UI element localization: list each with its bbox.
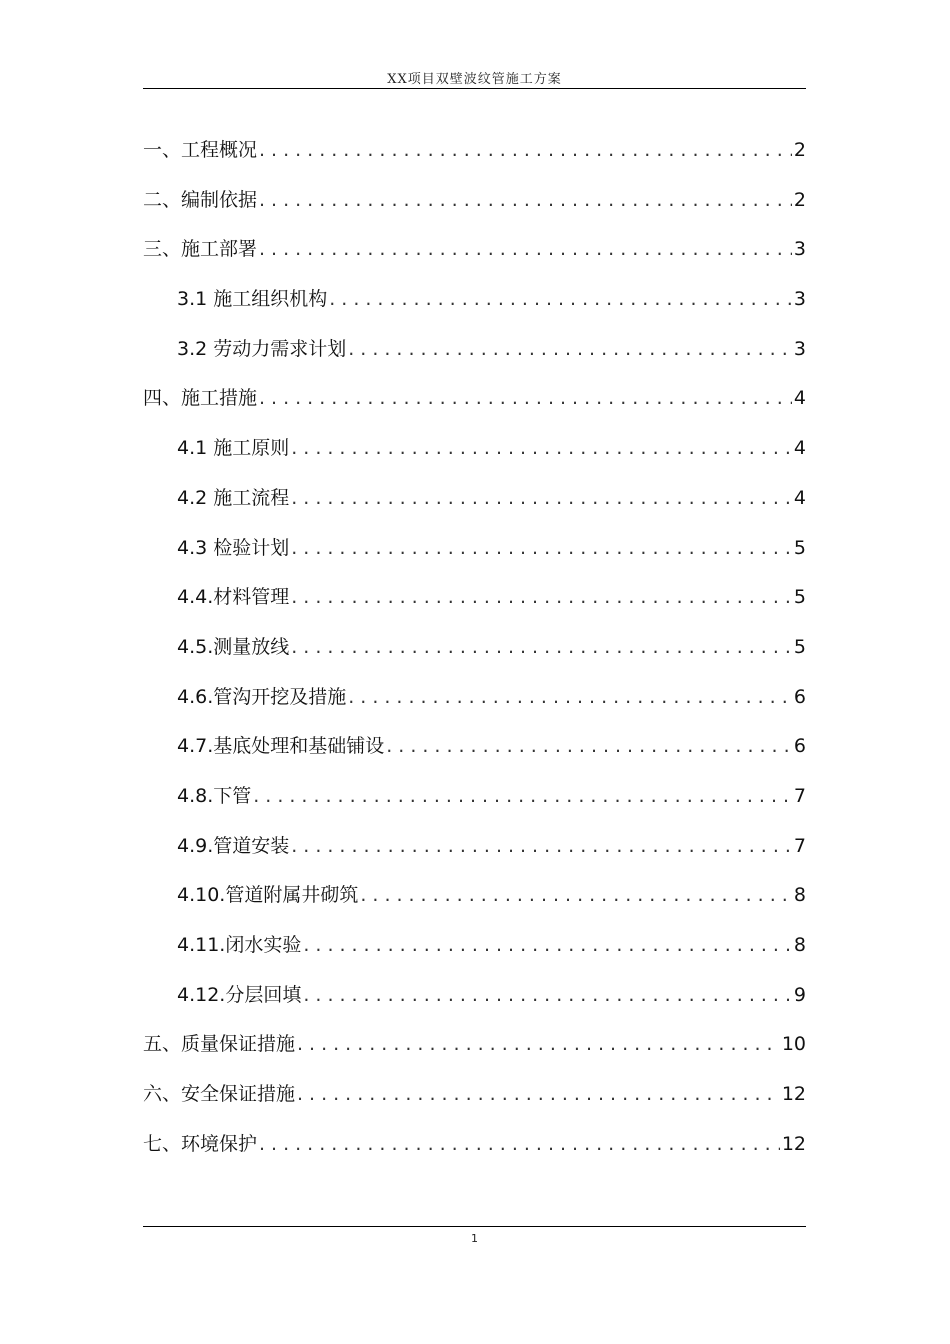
toc-entry-page: 7 xyxy=(793,834,806,857)
toc-entry-title: 4.1 施工原则 xyxy=(177,437,290,460)
toc-dot-leader xyxy=(291,474,792,524)
toc-entry[interactable] xyxy=(143,225,806,275)
toc-entry-title: 4.5.测量放线 xyxy=(177,635,290,658)
toc-dot-leader xyxy=(386,722,792,772)
toc-entry-page: 2 xyxy=(793,139,806,161)
toc-dot-leader xyxy=(253,772,792,822)
toc-entry[interactable] xyxy=(143,374,806,424)
toc-entry[interactable] xyxy=(143,573,806,623)
toc-entry[interactable] xyxy=(143,474,806,524)
toc-entry-page: 5 xyxy=(793,635,806,658)
toc-dot-leader xyxy=(291,524,792,574)
toc-dot-leader xyxy=(348,325,792,375)
toc-entry[interactable] xyxy=(143,1070,806,1120)
toc-entry-title: 4.2 施工流程 xyxy=(177,486,290,509)
toc-dot-leader xyxy=(360,871,792,921)
toc-entry-page: 8 xyxy=(793,934,806,956)
toc-entry[interactable] xyxy=(143,623,806,673)
toc-entry-title: 3.2 劳动力需求计划 xyxy=(177,337,347,360)
toc-dot-leader xyxy=(348,673,792,723)
toc-entry-page: 6 xyxy=(793,735,806,758)
toc-entry[interactable] xyxy=(143,1020,806,1070)
toc-entry-page: 10 xyxy=(781,1033,806,1056)
toc-entry[interactable] xyxy=(143,1120,806,1170)
toc-entry-page: 12 xyxy=(781,1132,806,1155)
toc-entry-title: 4.3 检验计划 xyxy=(177,536,290,559)
toc-dot-leader xyxy=(297,1020,780,1070)
toc-entry-title: 4.12.分层回填 xyxy=(177,983,302,1006)
toc-entry[interactable] xyxy=(143,772,806,822)
toc-dot-leader xyxy=(291,573,792,623)
toc-entry-page: 6 xyxy=(793,685,806,708)
toc-entry-title: 一、工程概况 xyxy=(143,139,258,161)
toc-entry[interactable] xyxy=(143,871,806,921)
toc-dot-leader xyxy=(259,374,792,424)
toc-dot-leader xyxy=(297,1070,780,1120)
toc-entry-title: 3.1 施工组织机构 xyxy=(177,288,328,311)
toc-dot-leader xyxy=(259,1120,780,1170)
toc-entry[interactable] xyxy=(143,325,806,375)
toc-entry-page: 4 xyxy=(793,387,806,410)
toc-dot-leader xyxy=(303,921,792,971)
toc-entry-page: 5 xyxy=(793,586,806,609)
toc-entry-page: 12 xyxy=(781,1083,806,1106)
toc-entry[interactable] xyxy=(143,921,806,971)
table-of-contents xyxy=(143,126,806,1169)
page-number: 1 xyxy=(471,1232,478,1245)
toc-entry-page: 3 xyxy=(793,238,806,261)
toc-entry-title: 4.4.材料管理 xyxy=(177,586,290,609)
toc-entry-title: 三、施工部署 xyxy=(143,238,258,261)
toc-entry-title: 4.11.闭水实验 xyxy=(177,934,302,956)
toc-entry-title: 五、质量保证措施 xyxy=(143,1033,296,1056)
toc-entry[interactable] xyxy=(143,126,806,176)
toc-entry-page: 3 xyxy=(793,337,806,360)
toc-entry[interactable] xyxy=(143,722,806,772)
footer-rule xyxy=(143,1226,806,1227)
toc-dot-leader xyxy=(259,126,792,176)
toc-entry[interactable] xyxy=(143,524,806,574)
running-header: XX项目双壁波纹管施工方案 xyxy=(387,72,562,87)
header-rule xyxy=(143,88,806,89)
toc-entry[interactable] xyxy=(143,275,806,325)
toc-entry-title: 二、编制依据 xyxy=(143,188,258,211)
toc-dot-leader xyxy=(303,971,792,1021)
toc-entry-page: 4 xyxy=(793,486,806,509)
toc-entry[interactable] xyxy=(143,971,806,1021)
toc-dot-leader xyxy=(291,424,792,474)
toc-entry-page: 4 xyxy=(793,437,806,460)
toc-dot-leader xyxy=(291,623,792,673)
toc-entry-title: 4.8.下管 xyxy=(177,784,252,807)
toc-entry[interactable] xyxy=(143,822,806,872)
toc-entry[interactable] xyxy=(143,176,806,226)
toc-entry-title: 七、环境保护 xyxy=(143,1132,258,1155)
toc-entry-page: 5 xyxy=(793,536,806,559)
toc-dot-leader xyxy=(329,275,792,325)
toc-entry[interactable] xyxy=(143,424,806,474)
toc-dot-leader xyxy=(259,176,792,226)
toc-entry-title: 六、安全保证措施 xyxy=(143,1083,296,1106)
toc-entry-title: 4.7.基底处理和基础铺设 xyxy=(177,735,385,758)
toc-entry-title: 4.6.管沟开挖及措施 xyxy=(177,685,347,708)
toc-entry[interactable] xyxy=(143,673,806,723)
toc-entry-title: 4.9.管道安装 xyxy=(177,834,290,857)
toc-entry-page: 8 xyxy=(793,884,806,907)
toc-entry-title: 四、施工措施 xyxy=(143,387,258,410)
toc-dot-leader xyxy=(259,225,792,275)
toc-entry-page: 7 xyxy=(793,784,806,807)
toc-entry-page: 3 xyxy=(793,288,806,311)
toc-entry-title: 4.10.管道附属井砌筑 xyxy=(177,884,359,907)
toc-entry-page: 2 xyxy=(793,188,806,211)
toc-dot-leader xyxy=(291,822,792,872)
toc-entry-page: 9 xyxy=(793,983,806,1006)
